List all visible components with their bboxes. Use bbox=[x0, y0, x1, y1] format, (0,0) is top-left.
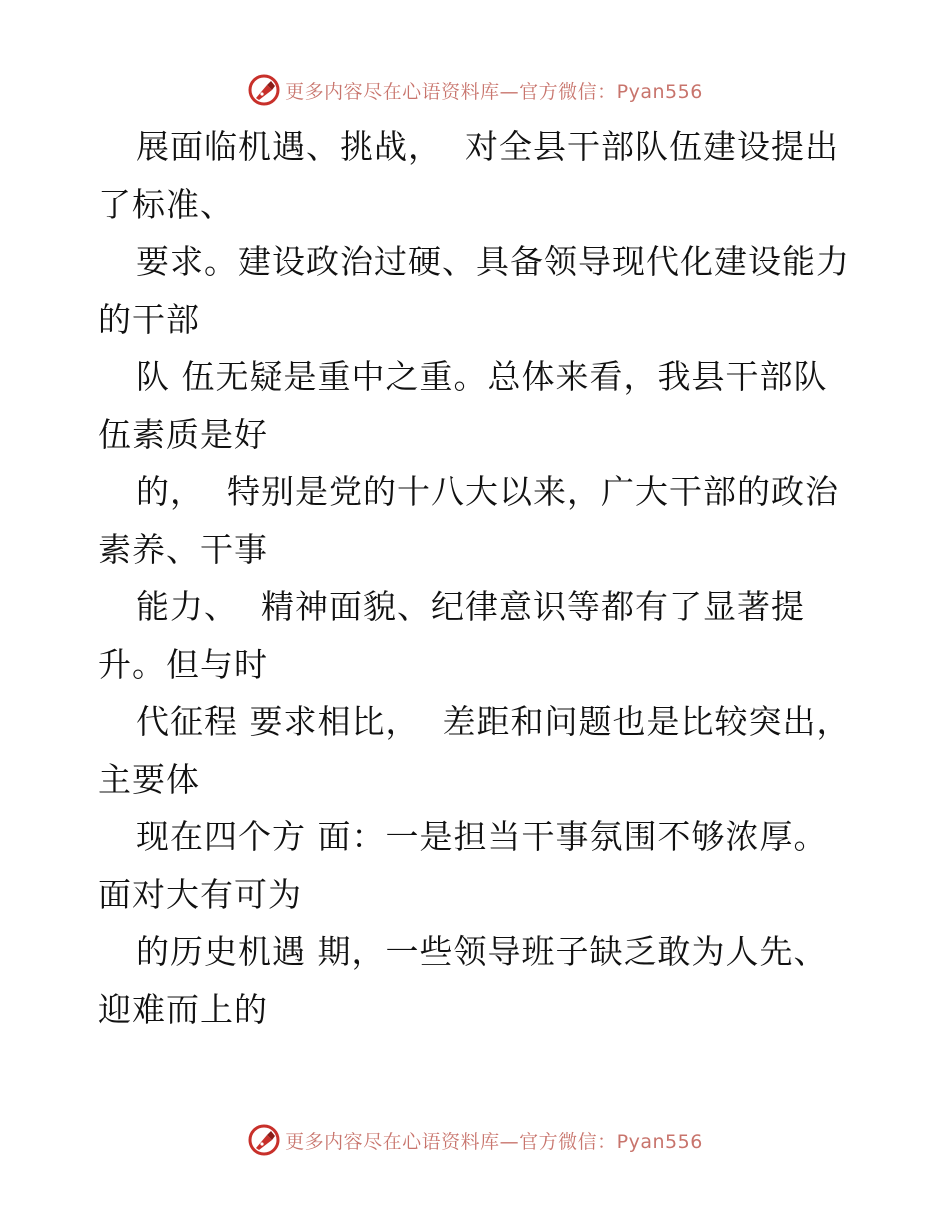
pen-nib-logo-icon bbox=[247, 1123, 281, 1157]
pen-nib-logo-icon bbox=[247, 73, 281, 107]
text-line: 面对大有可为 bbox=[98, 874, 302, 914]
text-line: 了标准、 bbox=[98, 184, 234, 224]
header-watermark bbox=[0, 70, 950, 110]
text-line: 素养、干事 bbox=[98, 529, 268, 569]
text-line: 代征程 要求相比， 差距和问题也是比较突出， bbox=[136, 702, 851, 741]
text-line: 伍素质是好 bbox=[98, 414, 268, 454]
text-line: 要求。建设政治过硬、具备领导现代化建设能力 bbox=[136, 242, 850, 281]
text-line: 的干部 bbox=[98, 299, 200, 339]
text-line: 现在四个方 面：一是担当干事氛围不够浓厚。 bbox=[136, 817, 828, 856]
text-line: 升。但与时 bbox=[98, 644, 268, 684]
footer-watermark bbox=[0, 1120, 950, 1160]
text-line: 的历史机遇 期，一些领导班子缺乏敢为人先、 bbox=[136, 932, 828, 971]
text-line: 的， 特别是党的十八大以来，广大干部的政治 bbox=[136, 472, 839, 511]
text-line: 能力、 精神面貌、纪律意识等都有了显著提 bbox=[136, 587, 805, 626]
header-watermark-text: 更多内容尽在心语资料库—官方微信：Pyan556 bbox=[285, 80, 703, 103]
document-body bbox=[98, 118, 878, 1038]
text-line: 展面临机遇、挑战， 对全县干部队伍建设提出 bbox=[136, 127, 839, 166]
text-line: 队 伍无疑是重中之重。总体来看，我县干部队 bbox=[136, 357, 828, 396]
text-line: 迎难而上的 bbox=[98, 989, 268, 1029]
text-line: 主要体 bbox=[98, 759, 200, 799]
footer-watermark-text: 更多内容尽在心语资料库—官方微信：Pyan556 bbox=[285, 1130, 703, 1153]
